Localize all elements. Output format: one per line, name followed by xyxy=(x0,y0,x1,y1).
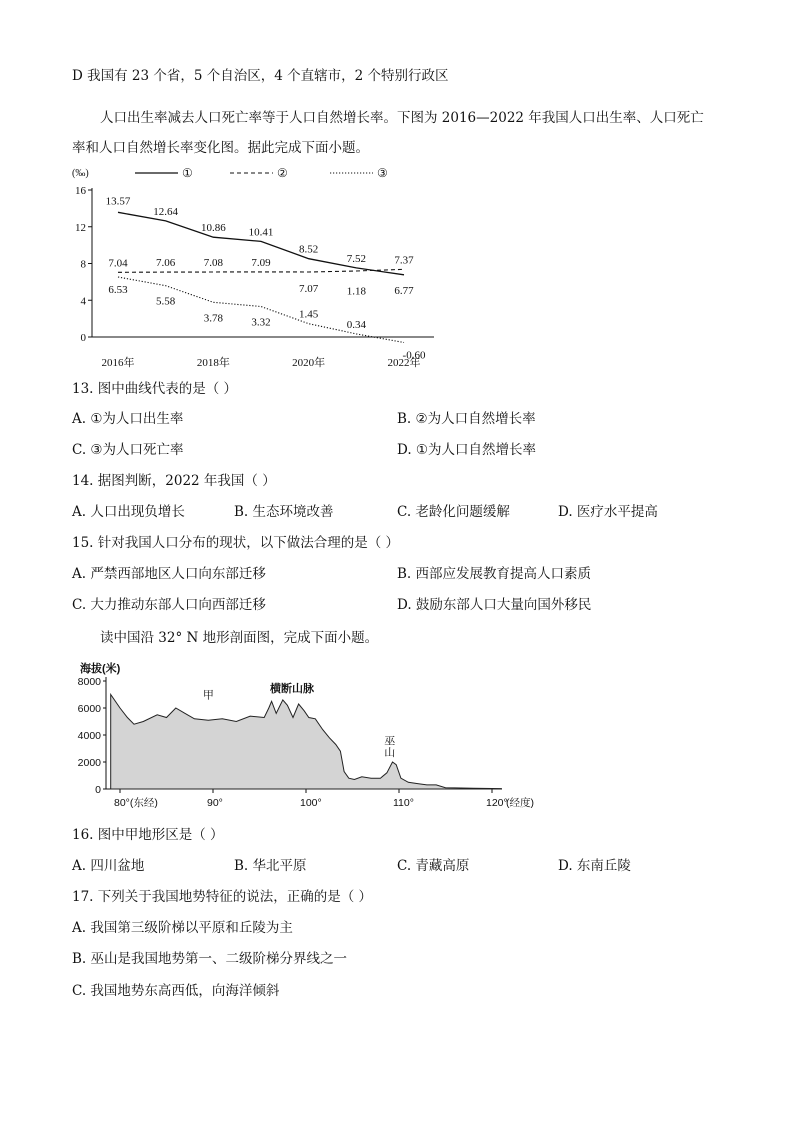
question-17-stem: 17. 下列关于我国地势特征的说法，正确的是（ ） xyxy=(72,889,373,905)
data-label-series-3: 1.45 xyxy=(299,308,319,321)
q15-option-b[interactable]: B. 西部应发展教育提高人口素质 xyxy=(397,566,592,582)
data-label-series-3: -0.60 xyxy=(402,349,426,362)
y-tick-label: 8000 xyxy=(77,676,101,688)
q14-option-d[interactable]: D. 医疗水平提高 xyxy=(558,504,658,520)
terrain-profile-shape xyxy=(111,695,502,790)
data-label-series-2: 7.37 xyxy=(394,254,414,267)
y-axis-title: 海拔(米) xyxy=(80,663,121,675)
x-tick-label: 2020年 xyxy=(292,357,326,369)
q14-option-b[interactable]: B. 生态环境改善 xyxy=(234,504,334,520)
q17-option-c[interactable]: C. 我国地势东高西低，向海洋倾斜 xyxy=(72,983,280,999)
terrain-label: 横断山脉 xyxy=(270,682,315,695)
data-label-series-2: 7.09 xyxy=(251,256,271,269)
data-label-extra: 1.18 xyxy=(346,285,366,298)
x-axis-title: (经度) xyxy=(506,797,534,809)
intro-paragraph-2: 读中国沿 32° N 地形剖面图，完成下面小题。 xyxy=(100,630,379,646)
chart-axes xyxy=(75,185,434,369)
y-tick-label: 4000 xyxy=(77,730,101,742)
legend xyxy=(72,166,388,180)
q16-option-b[interactable]: B. 华北平原 xyxy=(234,858,307,874)
terrain-label: 山 xyxy=(384,746,396,759)
data-label-series-1: 7.52 xyxy=(346,252,366,265)
q13-option-c[interactable]: C. ③为人口死亡率 xyxy=(72,442,184,458)
q17-option-a[interactable]: A. 我国第三级阶梯以平原和丘陵为主 xyxy=(72,920,293,936)
q15-option-c[interactable]: C. 大力推动东部人口向西部迁移 xyxy=(72,597,266,613)
q16-option-a[interactable]: A. 四川盆地 xyxy=(72,858,145,874)
q14-option-a[interactable]: A. 人口出现负增长 xyxy=(72,504,185,520)
data-label-series-2: 7.06 xyxy=(156,257,176,270)
data-label-series-1: 13.57 xyxy=(105,195,131,208)
y-tick-label: 16 xyxy=(75,185,86,197)
data-label-series-1: 6.77 xyxy=(394,284,414,297)
x-tick-label: 2022年 xyxy=(387,357,421,369)
data-label-series-1: 10.86 xyxy=(200,222,226,235)
data-label-series-1: 8.52 xyxy=(299,243,319,256)
x-tick-label: 100° xyxy=(300,797,322,809)
data-label-series-3: 3.78 xyxy=(203,312,223,325)
q13-option-d[interactable]: D. ①为人口自然增长率 xyxy=(397,442,537,458)
data-label-series-3: 5.58 xyxy=(156,295,176,308)
y-tick-label: 6000 xyxy=(77,703,101,715)
x-tick-label: 2016年 xyxy=(101,357,135,369)
terrain-label: 甲 xyxy=(202,689,214,702)
question-13-stem: 13. 图中曲线代表的是（ ） xyxy=(72,381,238,397)
question-option-d-previous: D 我国有 23 个省，5 个自治区，4 个直辖市，2 个特别行政区 xyxy=(72,68,449,84)
q13-option-b[interactable]: B. ②为人口自然增长率 xyxy=(397,411,536,427)
x-tick-label: 2018年 xyxy=(196,357,230,369)
question-16-stem: 16. 图中甲地形区是（ ） xyxy=(72,827,224,843)
intro-paragraph-line-2: 率和人口自然增长率变化图。据此完成下面小题。 xyxy=(72,140,369,156)
data-label-series-2: 7.04 xyxy=(108,257,128,270)
y-tick-label: 0 xyxy=(80,332,86,344)
x-tick-label: 80°(东经) xyxy=(114,797,158,809)
terrain-profile-chart xyxy=(72,655,562,815)
x-tick-label: 90° xyxy=(207,797,223,809)
terrain-label: 巫 xyxy=(384,735,396,748)
x-tick-label: 110° xyxy=(393,797,414,809)
y-tick-label: 2000 xyxy=(77,757,101,769)
data-label-series-1: 12.64 xyxy=(153,205,179,218)
y-unit-label: (‰) xyxy=(72,168,89,179)
q13-option-a[interactable]: A. ①为人口出生率 xyxy=(72,411,184,427)
data-label-series-2: 7.08 xyxy=(203,256,223,269)
legend-label-series-2: ② xyxy=(277,166,288,180)
x-tick-label: 120° xyxy=(486,797,508,809)
legend-label-series-1: ① xyxy=(182,166,193,180)
data-label-series-1: 10.41 xyxy=(248,226,274,239)
data-label-series-2: 7.07 xyxy=(299,283,319,296)
y-tick-label: 0 xyxy=(95,784,101,796)
question-14-stem: 14. 据图判断，2022 年我国（ ） xyxy=(72,473,276,489)
legend-label-series-3: ③ xyxy=(377,166,388,180)
y-tick-label: 12 xyxy=(75,221,86,234)
q16-option-d[interactable]: D. 东南丘陵 xyxy=(558,858,631,874)
q17-option-b[interactable]: B. 巫山是我国地势第一、二级阶梯分界线之一 xyxy=(72,951,348,967)
q14-option-c[interactable]: C. 老龄化问题缓解 xyxy=(397,504,510,520)
y-tick-label: 4 xyxy=(80,295,86,308)
data-label-series-3: 3.32 xyxy=(251,316,271,329)
q15-option-a[interactable]: A. 严禁西部地区人口向东部迁移 xyxy=(72,566,266,582)
terrain-area xyxy=(111,695,502,790)
q15-option-d[interactable]: D. 鼓励东部人口大量向国外移民 xyxy=(397,597,592,613)
data-label-series-3: 0.34 xyxy=(346,318,366,331)
y-tick-label: 8 xyxy=(80,258,86,271)
series-line-2 xyxy=(118,269,404,272)
population-rate-chart xyxy=(60,162,460,372)
intro-paragraph-line-1: 人口出生率减去人口死亡率等于人口自然增长率。下图为 2016—2022 年我国人口出生率、人口死亡 xyxy=(100,110,704,126)
question-15-stem: 15. 针对我国人口分布的现状，以下做法合理的是（ ） xyxy=(72,535,400,551)
q16-option-c[interactable]: C. 青藏高原 xyxy=(397,858,470,874)
data-label-series-3: 6.53 xyxy=(108,284,128,297)
